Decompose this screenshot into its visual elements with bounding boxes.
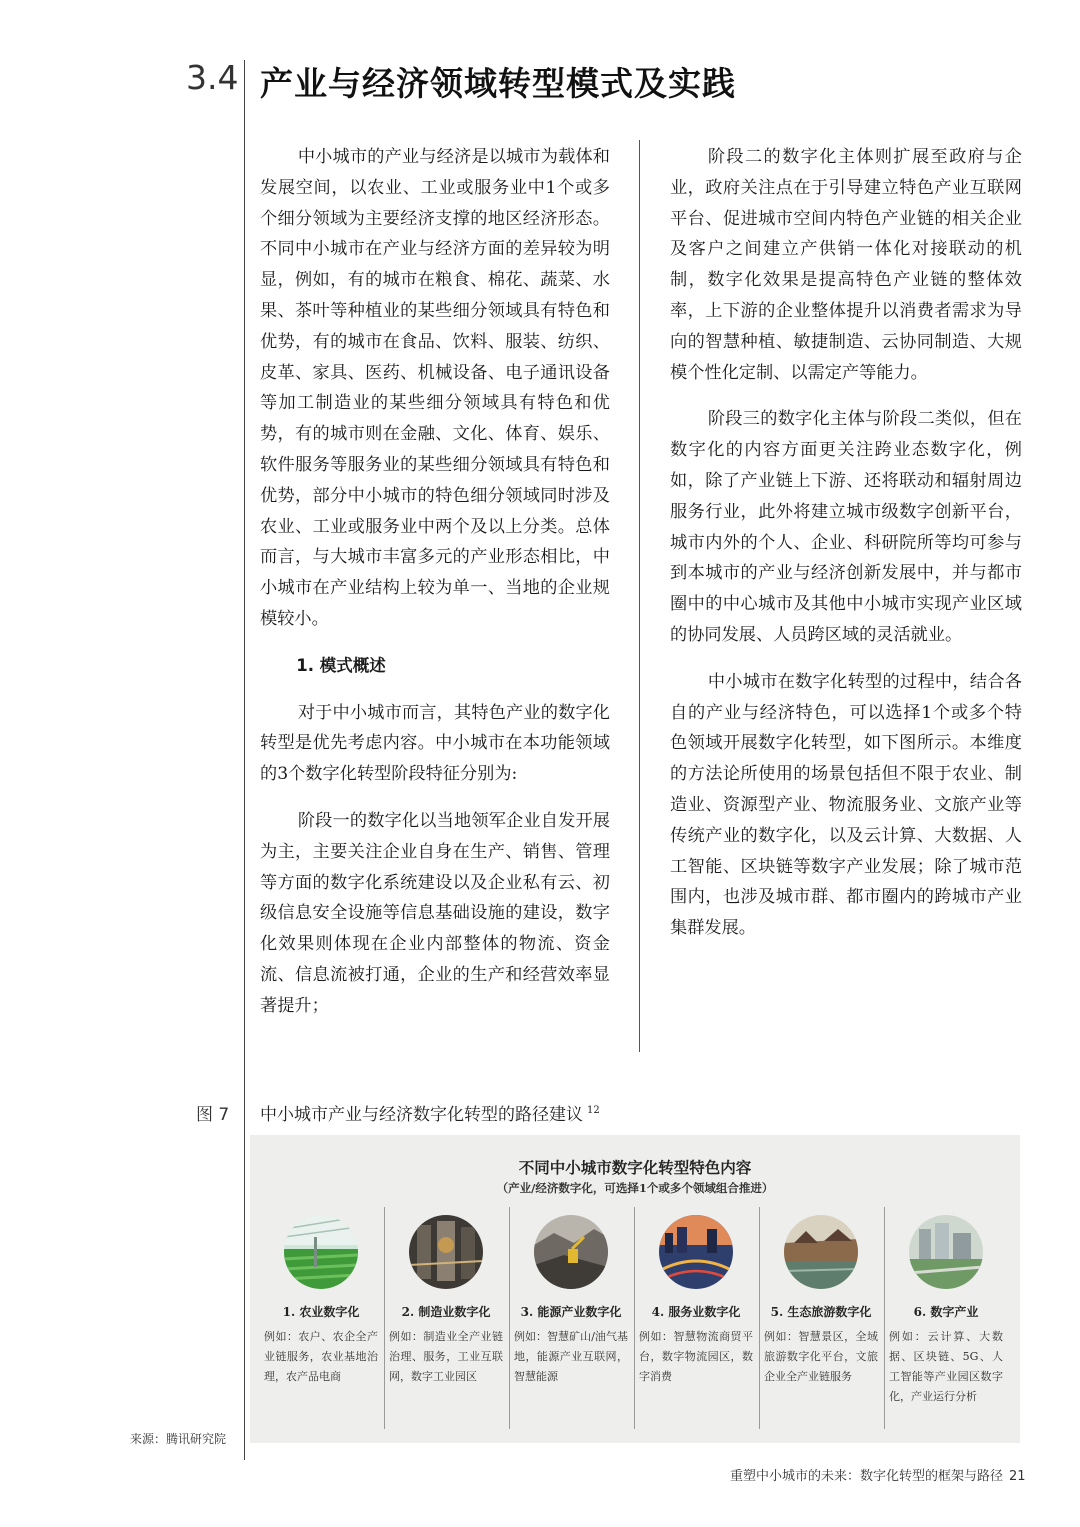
scenic-village-photo-icon [784, 1215, 858, 1289]
card-description: 例如：制造业全产业链治理、服务，工业互联网，数字工业园区 [389, 1330, 503, 1383]
section-title: 产业与经济领域转型模式及实践 [260, 64, 736, 103]
paragraph: 阶段二的数字化主体则扩展至政府与企业，政府关注点在于引导建立特色产业互联网平台、促进城市空间内特色产业链的相关企业及客户之间建立产供销一体化对接联动的机制，数字化效果是提高特色产业链的整体效率，上下游的企业整体提升以消费者需求为导向的智慧种植、敏捷制造、云协同制造、大规模个性化定制、以需定产等能力。 [670, 147, 1022, 383]
paragraph: 阶段三的数字化主体与阶段二类似，但在数字化的内容方面更关注跨业态数字化，例如，除了产业链上下游、还将联动和辐射周边服务行业，此外将建立城市级数字创新平台，城市内外的个人、企业、科研院所等均可参与到本城市的产业与经济创新发展中，并与都市圈中的中心城市及其他中小城市实现产业区域的协同发展、人员跨区域的灵活就业。 [670, 409, 1022, 645]
left-column [260, 142, 610, 1038]
section-number: 3.4 [186, 58, 239, 97]
card-description: 例如：农户、农企全产业链服务，农业基地治理，农产品电商 [264, 1330, 378, 1383]
card-title: 4. 服务业数字化 [651, 1305, 741, 1319]
card-title: 5. 生态旅游数字化 [770, 1305, 872, 1319]
figure-label: 图 7 [196, 1105, 230, 1125]
paragraph: 中小城市的产业与经济是以城市为载体和发展空间，以农业、工业或服务业中1个或多个细分领域为主要经济支撑的地区经济形态。不同中小城市在产业与经济方面的差异较为明显，例如，有的城市在粮食、棉花、蔬菜、水果、茶叶等种植业的某些细分领域具有特色和优势，有的城市在食品、饮料、服装、纺织、皮革、家具、医药、机械设备、电子通讯设备等加工制造业的某些细分领域具有特色和优势，有的城市则在金融、文化、体育、娱乐、软件服务等服务业的某些细分领域具有特色和优势，部分中小城市的特色细分领域同时涉及农业、工业或服务业中两个及以上分类。总体而言，与大城市丰富多元的产业形态相比，中小城市在产业结构上较为单一、当地的企业规模较小。 [260, 147, 610, 629]
mine-photo-icon [534, 1215, 608, 1289]
greenhouse-photo-icon [284, 1215, 358, 1289]
city-highway-photo-icon [659, 1215, 733, 1289]
subsection-heading: 1. 模式概述 [296, 655, 386, 675]
figure-source: 来源：腾讯研究院 [130, 1432, 227, 1446]
paragraph: 对于中小城市而言，其特色产业的数字化转型是优先考虑内容。中小城市在本功能领域的3个数字化转型阶段特征分别为: [260, 702, 610, 785]
right-column [670, 142, 1022, 960]
card-energy [510, 1207, 632, 1431]
card-description: 例如：智慧物流商贸平台，数字物流园区，数字消费 [639, 1330, 753, 1383]
card-description: 例如：云计算、大数据、区块链、5G、人工智能等产业园区数字化，产业运行分析 [889, 1330, 1003, 1403]
card-description: 例如：智慧矿山/油气基地，能源产业互联网，智慧能源 [514, 1330, 628, 1383]
industrial-park-photo-icon [909, 1215, 983, 1289]
card-digital-industry [885, 1207, 1007, 1431]
figure-subheading: （产业/经济数字化，可选择1个或多个领域组合推进） [496, 1181, 774, 1195]
card-services [635, 1207, 757, 1431]
card-eco-tourism [760, 1207, 882, 1431]
figure-title [260, 1100, 600, 1125]
machinery-photo-icon [409, 1215, 483, 1289]
column-divider-line [639, 140, 640, 1052]
card-title: 1. 农业数字化 [282, 1305, 360, 1319]
section-divider-line [244, 60, 245, 1460]
page-footer [730, 1465, 1026, 1484]
card-title: 2. 制造业数字化 [401, 1305, 491, 1319]
figure-title-text: 中小城市产业与经济数字化转型的路径建议 [260, 1105, 583, 1125]
figure-heading: 不同中小城市数字化转型特色内容 [518, 1158, 752, 1177]
footnote-marker: 12 [587, 1105, 600, 1117]
card-description: 例如：智慧景区，全域旅游数字化平台，文旅企业全产业链服务 [764, 1330, 878, 1383]
figure-panel [250, 1135, 1020, 1443]
card-agriculture [260, 1207, 382, 1431]
paragraph: 阶段一的数字化以当地领军企业自发开展为主，主要关注企业自身在生产、销售、管理等方面的数字化系统建设以及企业私有云、初级信息安全设施等信息基础设施的建设，数字化效果则体现在企业内部整体的物流、资金流、信息流被打通，企业的生产和经营效率显著提升； [260, 810, 610, 1016]
card-manufacturing [385, 1207, 507, 1431]
page-number: 21 [1009, 1469, 1026, 1484]
footer-title: 重塑中小城市的未来：数字化转型的框架与路径 [730, 1469, 1004, 1484]
card-title: 3. 能源产业数字化 [520, 1305, 622, 1319]
card-title: 6. 数字产业 [913, 1305, 979, 1319]
paragraph: 中小城市在数字化转型的过程中，结合各自的产业与经济特色，可以选择1个或多个特色领域开展数字化转型，如下图所示。本维度的方法论所使用的场景包括但不限于农业、制造业、资源型产业、物流服务业、文旅产业等传统产业的数字化，以及云计算、大数据、人工智能、区块链等数字产业发展；除了城市范围内，也涉及城市群、都市圈内的跨城市产业集群发展。 [670, 671, 1022, 939]
